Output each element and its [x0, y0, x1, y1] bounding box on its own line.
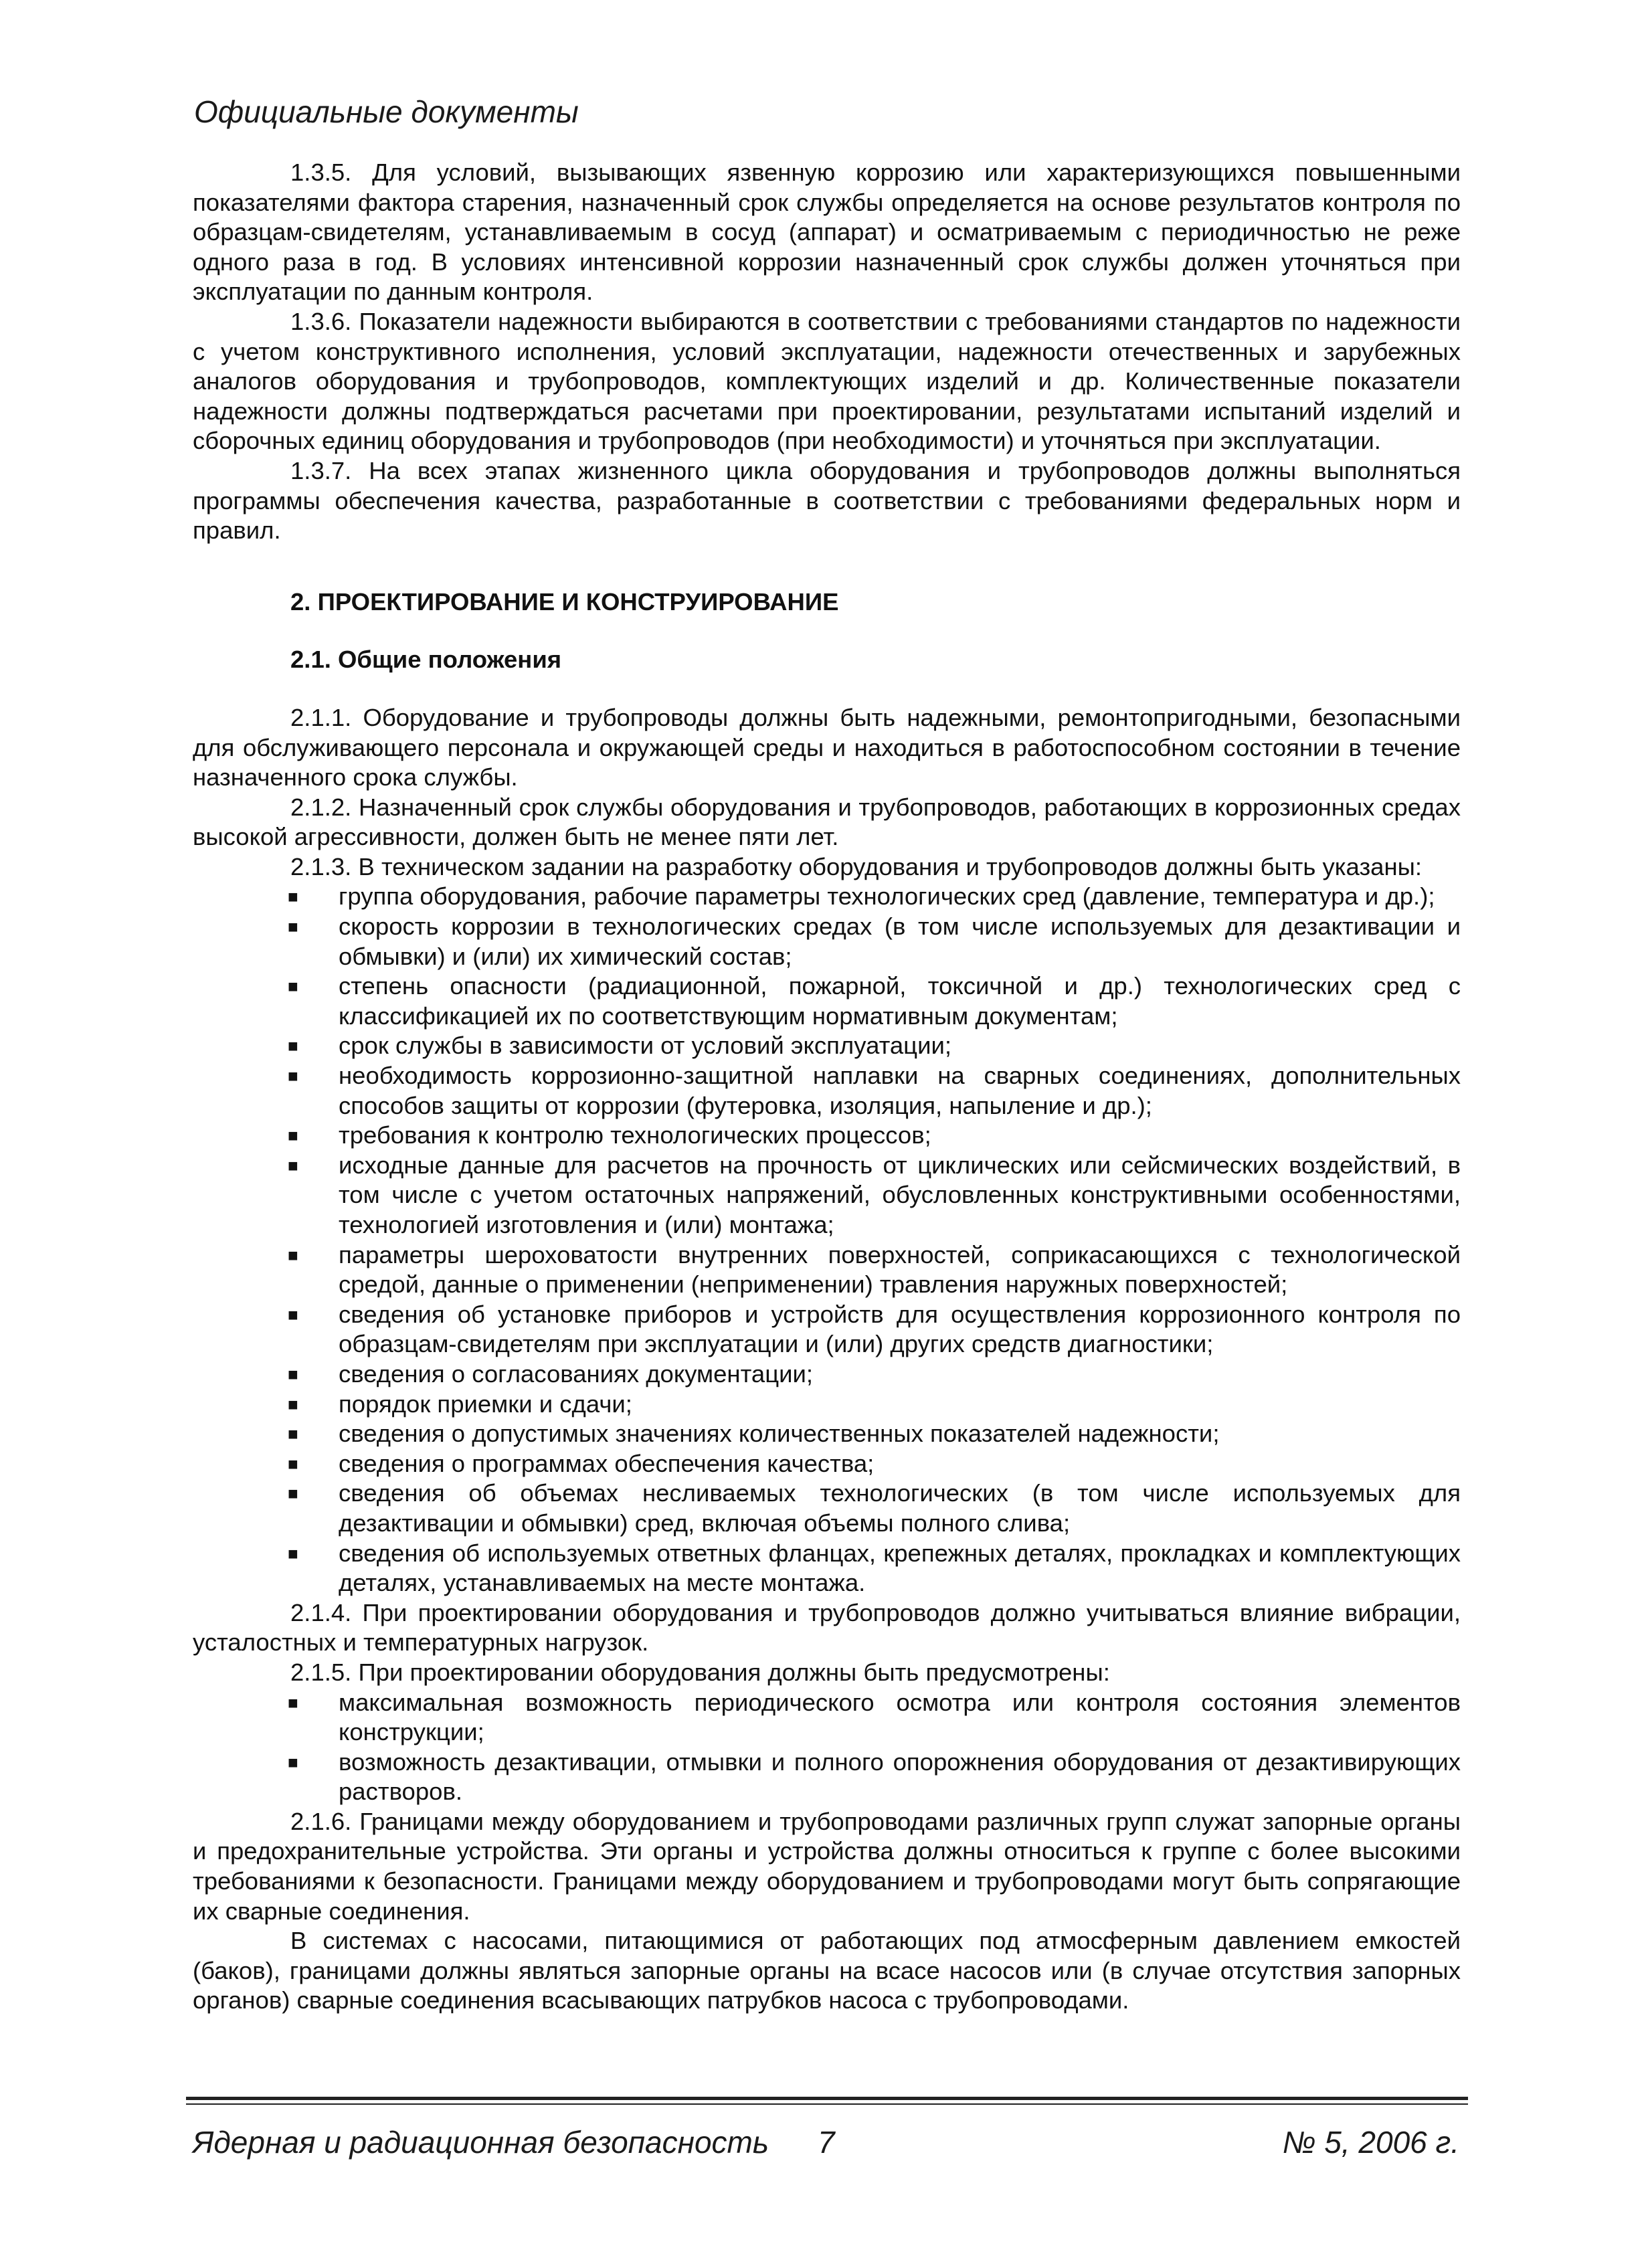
- bullet-icon: ■: [288, 1036, 298, 1056]
- list-item: [193, 1300, 1461, 1359]
- requirements-list-2-1-5: [193, 1688, 1461, 1807]
- list-item: [193, 1688, 1461, 1747]
- bullet-icon: ■: [288, 886, 298, 907]
- footer-issue: № 5, 2006 г.: [1282, 2125, 1459, 2160]
- bullet-icon: ■: [288, 976, 298, 997]
- list-item-text: необходимость коррозионно-защитной наплавки на сварных соединениях, дополнительных способов защиты от коррозии (футеровка, изоляция, напыление и др.);: [339, 1062, 1461, 1119]
- list-item: [193, 912, 1461, 971]
- bullet-icon: ■: [288, 1125, 298, 1146]
- list-item-text: сведения о согласованиях документации;: [339, 1359, 814, 1388]
- footer-rule-thin: [186, 2103, 1468, 2105]
- paragraph-2-1-5: 2.1.5. При проектировании оборудования должны быть предусмотрены:: [290, 1658, 1110, 1686]
- list-item-text: сведения об объемах несливаемых технологических (в том числе используемых для дезактивации и обмывки) сред, включая объемы полного слива;: [339, 1479, 1461, 1537]
- list-item: [193, 1359, 1461, 1390]
- bullet-icon: ■: [288, 1692, 298, 1713]
- list-item-text: сведения о допустимых значениях количественных показателей надежности;: [339, 1420, 1220, 1448]
- list-item-text: максимальная возможность периодического осмотра или контроля состояния элементов конструкции;: [339, 1688, 1461, 1746]
- list-item-text: срок службы в зависимости от условий эксплуатации;: [339, 1032, 951, 1060]
- list-item-text: возможность дезактивации, отмывки и полного опорожнения оборудования от дезактивирующих растворов.: [339, 1747, 1461, 1806]
- bullet-icon: ■: [288, 1483, 298, 1504]
- list-item: [193, 1240, 1461, 1300]
- bullet-icon: ■: [288, 1752, 298, 1772]
- footer-journal-name: Ядерная и радиационная безопасность: [193, 2125, 769, 2160]
- bullet-icon: ■: [288, 1363, 298, 1384]
- bullet-icon: ■: [288, 1424, 298, 1444]
- list-item-text: сведения об установке приборов и устройств для осуществления коррозионного контроля по образцам-свидетелям при эксплуатации и (или) других средств диагностики;: [339, 1300, 1461, 1358]
- list-item-text: параметры шероховатости внутренних поверхностей, соприкасающихся с технологической средой, данные о применении (неприменении) травления наружных поверхностей;: [339, 1240, 1461, 1299]
- list-item: [193, 1539, 1461, 1598]
- list-item: [193, 1031, 1461, 1061]
- bullet-icon: ■: [288, 1394, 298, 1414]
- list-item: [193, 1479, 1461, 1538]
- paragraph-1-3-5: 1.3.5. Для условий, вызывающих язвенную коррозию или характеризующихся повышенными показателями фактора старения, назначенный срок службы определяется на основе результатов контроля по образцам-свидетелям, устанавливаемым в сосуд (аппарат) и осматриваемым с периодичностью не реже одного раза в год. В условиях интенсивной коррозии назначенный срок службы должен уточняться при эксплуатации по данным контроля.: [193, 159, 1461, 306]
- list-item-text: порядок приемки и сдачи;: [339, 1390, 632, 1418]
- footer-page-number: 7: [818, 2125, 835, 2160]
- bullet-icon: ■: [288, 917, 298, 937]
- list-item-text: сведения о программах обеспечения качества;: [339, 1449, 875, 1477]
- bullet-icon: ■: [288, 1453, 298, 1474]
- paragraph-2-1-4: 2.1.4. При проектировании оборудования и трубопроводов должно учитываться влияние вибрации, усталостных и температурных нагрузок.: [193, 1598, 1461, 1657]
- running-header: Официальные документы: [194, 94, 579, 129]
- bullet-icon: ■: [288, 1543, 298, 1564]
- list-item: [193, 971, 1461, 1031]
- list-item-text: степень опасности (радиационной, пожарной, токсичной и др.) технологических сред с классификацией их по соответствующим нормативным документам;: [339, 972, 1461, 1030]
- paragraph-2-1-1: 2.1.1. Оборудование и трубопроводы должны быть надежными, ремонтопригодными, безопасными для обслуживающего персонала и окружающей среды и находиться в работоспособном состоянии в течение назначенного срока службы.: [193, 703, 1461, 791]
- paragraph-2-1-2: 2.1.2. Назначенный срок службы оборудования и трубопроводов, работающих в коррозионных средах высокой агрессивности, должен быть не менее пяти лет.: [193, 793, 1461, 851]
- bullet-icon: ■: [288, 1304, 298, 1325]
- bullet-icon: ■: [288, 1066, 298, 1086]
- paragraph-pumps: В системах с насосами, питающимися от работающих под атмосферным давлением емкостей (баков), границами должны являться запорные органы на всасе насосов или (в случае отсутствия запорных органов) сварные соединения всасывающих патрубков насоса с трубопроводами.: [193, 1927, 1461, 2014]
- list-item-text: требования к контролю технологических процессов;: [339, 1121, 931, 1149]
- list-item-text: скорость коррозии в технологических средах (в том числе используемых для дезактивации и обмывки) и (или) их химический состав;: [339, 913, 1461, 970]
- footer-rule-thick: [186, 2097, 1468, 2100]
- list-item: [193, 1449, 1461, 1479]
- list-item: [193, 1061, 1461, 1121]
- list-item: [193, 1121, 1461, 1151]
- section-heading-2: 2. ПРОЕКТИРОВАНИЕ И КОНСТРУИРОВАНИЕ: [290, 587, 839, 616]
- list-item-text: сведения об используемых ответных фланцах, крепежных деталях, прокладках и комплектующих деталях, устанавливаемых на месте монтажа.: [339, 1539, 1461, 1597]
- subsection-heading-2-1: 2.1. Общие положения: [290, 646, 562, 674]
- list-item: [193, 882, 1461, 912]
- list-item: [193, 1151, 1461, 1240]
- paragraph-2-1-6: 2.1.6. Границами между оборудованием и трубопроводами различных групп служат запорные органы и предохранительные устройства. Эти органы и устройства должны относиться к группе с более высокими требованиями к безопасности. Границами между оборудованием и трубопроводами могут быть сопрягающие их сварные соединения.: [193, 1807, 1461, 1925]
- paragraph-1-3-7: 1.3.7. На всех этапах жизненного цикла оборудования и трубопроводов должны выполняться программы обеспечения качества, разработанные в соответствии с требованиями федеральных норм и правил.: [193, 456, 1461, 545]
- document-body: [193, 158, 1461, 2016]
- bullet-icon: ■: [288, 1155, 298, 1175]
- list-item-text: группа оборудования, рабочие параметры технологических сред (давление, температура и др.);: [339, 882, 1435, 911]
- list-item: [193, 1747, 1461, 1807]
- list-item: [193, 1390, 1461, 1420]
- requirements-list-2-1-3: [193, 882, 1461, 1598]
- bullet-icon: ■: [288, 1244, 298, 1265]
- paragraph-1-3-6: 1.3.6. Показатели надежности выбираются в соответствии с требованиями стандартов по надежности с учетом конструктивного исполнения, условий эксплуатации, надежности отечественных и зарубежных аналогов оборудования и трубопроводов, комплектующих изделий и др. Количественные показатели надежности должны подтверждаться расчетами при проектировании, результатами испытаний изделий и сборочных единиц оборудования и трубопроводов (при необходимости) и уточняться при эксплуатации.: [193, 307, 1461, 455]
- paragraph-2-1-3: 2.1.3. В техническом задании на разработку оборудования и трубопроводов должны быть указаны:: [290, 852, 1423, 880]
- list-item-text: исходные данные для расчетов на прочность от циклических или сейсмических воздействий, в том числе с учетом остаточных напряжений, обусловленных конструктивными особенностями, технологией изготовления и (или) монтажа;: [339, 1151, 1461, 1238]
- list-item: [193, 1419, 1461, 1449]
